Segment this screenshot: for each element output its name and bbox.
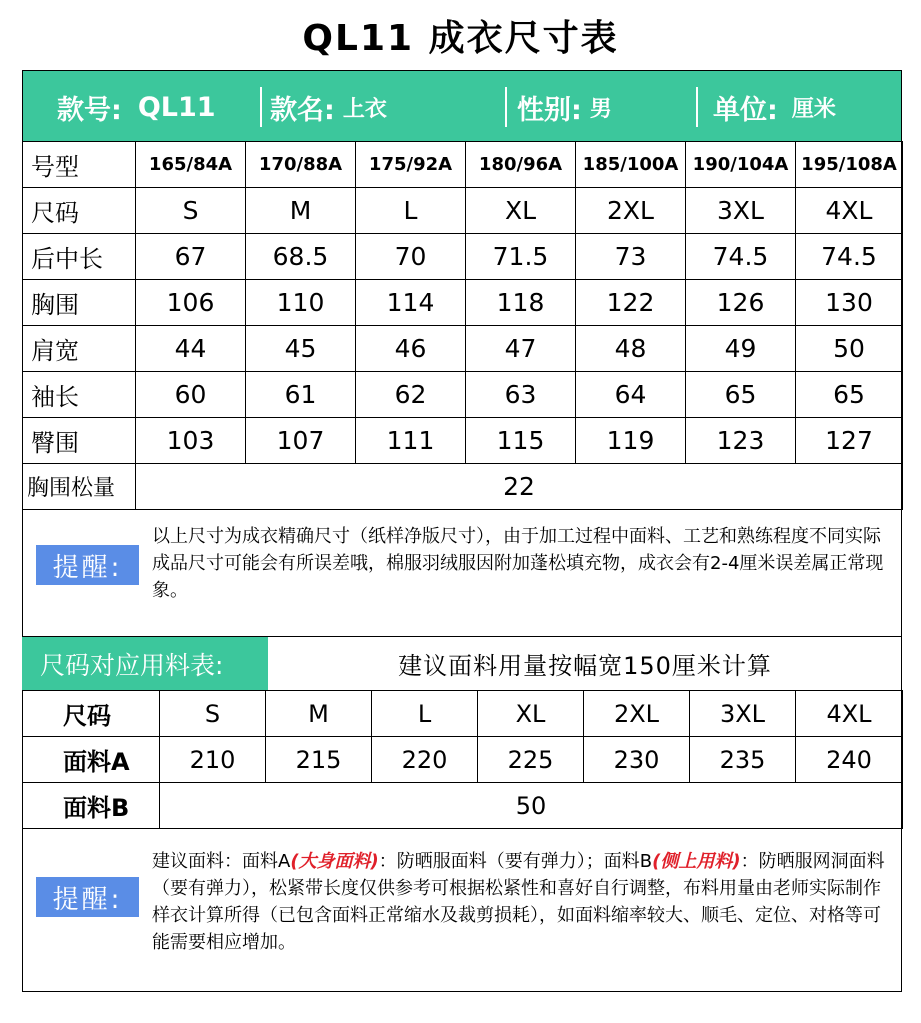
size-cell: 103 <box>136 418 246 464</box>
style-no-value: QL11 <box>137 91 216 123</box>
size-cell: 190/104A <box>686 142 796 188</box>
header-divider <box>260 87 262 127</box>
size-cell: 123 <box>686 418 796 464</box>
size-cell: 170/88A <box>246 142 356 188</box>
size-cell: 122 <box>576 280 686 326</box>
fabric-a-cell: 210 <box>160 737 266 783</box>
size-row-label: 后中长 <box>23 234 136 280</box>
style-name-value: 上衣 <box>342 96 387 122</box>
size-cell: 119 <box>576 418 686 464</box>
reminder-badge: 提醒: <box>36 877 139 917</box>
fabric-table <box>22 690 903 829</box>
size-cell: 46 <box>356 326 466 372</box>
size-cell: 2XL <box>576 188 686 234</box>
fabric-a-cell: 230 <box>584 737 690 783</box>
size-cell: 127 <box>796 418 903 464</box>
header-divider <box>505 87 507 127</box>
style-info-header <box>22 70 902 142</box>
fabric-note-part: ：防晒服面料（要有弹力）；面料B <box>378 851 653 872</box>
size-cell: 67 <box>136 234 246 280</box>
size-cell: 4XL <box>796 188 903 234</box>
fabric-b-row <box>23 783 903 829</box>
size-cell: 50 <box>796 326 903 372</box>
size-cell: 62 <box>356 372 466 418</box>
size-table <box>22 141 903 510</box>
page-title: QL11 成衣尺寸表 <box>302 18 619 59</box>
fabric-note-part: 建议面料：面料A <box>152 851 291 872</box>
unit <box>713 71 836 143</box>
style-name <box>270 71 387 143</box>
fabric-note-part: ：防晒服网洞面料（要有弹力），松紧带长度仅供参考可根据松紧性和喜好自行调整，布料用量由老师实际制作样衣计算所得（已包含面料正常缩水及裁剪损耗），如面料缩率较大、顺毛、定位、对格等可能需要相应增加。 <box>152 851 885 953</box>
fabric-size-row <box>23 691 903 737</box>
fabric-a-cell: 220 <box>372 737 478 783</box>
size-cell: 107 <box>246 418 356 464</box>
fabric-size-cell: 4XL <box>796 691 903 737</box>
size-cell: 64 <box>576 372 686 418</box>
fabric-width-hint: 建议面料用量按幅宽150厘米计算 <box>398 652 772 680</box>
size-row-label: 尺码 <box>23 188 136 234</box>
size-cell: 3XL <box>686 188 796 234</box>
size-cell: 115 <box>466 418 576 464</box>
fabric-a-usage-note: (大身面料) <box>290 851 379 872</box>
size-row-label: 号型 <box>23 142 136 188</box>
fabric-a-cell: 240 <box>796 737 903 783</box>
size-table-row <box>23 326 903 372</box>
gender-value: 男 <box>589 96 612 122</box>
size-cell: 47 <box>466 326 576 372</box>
size-cell: 118 <box>466 280 576 326</box>
size-table-row <box>23 234 903 280</box>
fabric-b-label: 面料B <box>23 783 160 829</box>
fabric-size-cell: XL <box>478 691 584 737</box>
chest-ease-label: 胸围松量 <box>23 464 136 510</box>
size-table-row <box>23 418 903 464</box>
size-cell: 165/84A <box>136 142 246 188</box>
size-cell: 70 <box>356 234 466 280</box>
chest-ease-value: 22 <box>136 464 903 510</box>
fabric-size-cell: 2XL <box>584 691 690 737</box>
size-table-row <box>23 372 903 418</box>
fabric-table-title: 尺码对应用料表: <box>22 637 268 690</box>
size-cell: M <box>246 188 356 234</box>
header-divider <box>696 87 698 127</box>
fabric-size-cell: L <box>372 691 478 737</box>
unit-label: 单位: <box>713 94 778 126</box>
size-row-label: 胸围 <box>23 280 136 326</box>
fabric-b-value: 50 <box>160 783 903 829</box>
size-cell: 114 <box>356 280 466 326</box>
style-name-label: 款名: <box>270 94 335 126</box>
size-cell: 65 <box>686 372 796 418</box>
size-row-label: 袖长 <box>23 372 136 418</box>
fabric-a-cell: 235 <box>690 737 796 783</box>
size-table-row <box>23 280 903 326</box>
size-table-row <box>23 188 903 234</box>
fabric-a-label: 面料A <box>23 737 160 783</box>
unit-value: 厘米 <box>791 96 836 122</box>
fabric-reminder-text <box>152 848 887 956</box>
size-cell: 65 <box>796 372 903 418</box>
gender-label: 性别: <box>517 94 582 126</box>
fabric-size-cell: S <box>160 691 266 737</box>
size-cell: 45 <box>246 326 356 372</box>
fabric-a-cell: 225 <box>478 737 584 783</box>
chest-ease-row <box>23 464 903 510</box>
size-cell: 44 <box>136 326 246 372</box>
size-cell: 175/92A <box>356 142 466 188</box>
size-cell: 185/100A <box>576 142 686 188</box>
size-cell: 106 <box>136 280 246 326</box>
size-cell: 60 <box>136 372 246 418</box>
size-cell: 195/108A <box>796 142 903 188</box>
style-no <box>57 71 216 143</box>
size-cell: 49 <box>686 326 796 372</box>
fabric-b-usage-note: (侧上用料) <box>652 851 741 872</box>
size-cell: 68.5 <box>246 234 356 280</box>
size-cell: XL <box>466 188 576 234</box>
gender <box>517 71 612 143</box>
size-cell: 126 <box>686 280 796 326</box>
reminder-badge: 提醒: <box>36 545 139 585</box>
style-no-label: 款号: <box>57 94 122 126</box>
size-cell: L <box>356 188 466 234</box>
fabric-a-row <box>23 737 903 783</box>
fabric-size-cell: M <box>266 691 372 737</box>
size-cell: 73 <box>576 234 686 280</box>
size-cell: 130 <box>796 280 903 326</box>
size-cell: S <box>136 188 246 234</box>
size-cell: 110 <box>246 280 356 326</box>
size-cell: 71.5 <box>466 234 576 280</box>
size-cell: 63 <box>466 372 576 418</box>
size-cell: 111 <box>356 418 466 464</box>
size-cell: 74.5 <box>686 234 796 280</box>
size-cell: 180/96A <box>466 142 576 188</box>
size-cell: 48 <box>576 326 686 372</box>
fabric-size-cell: 3XL <box>690 691 796 737</box>
size-table-row <box>23 142 903 188</box>
size-cell: 74.5 <box>796 234 903 280</box>
reminder-text: 以上尺寸为成衣精确尺寸（纸样净版尺寸），由于加工过程中面料、工艺和熟练程度不同实际成品尺寸可能会有所误差哦，棉服羽绒服因附加蓬松填充物，成衣会有2-4厘米误差属正常现象。 <box>152 526 884 601</box>
fabric-a-cell: 215 <box>266 737 372 783</box>
size-row-label: 肩宽 <box>23 326 136 372</box>
size-row-label: 臀围 <box>23 418 136 464</box>
fabric-size-label: 尺码 <box>23 691 160 737</box>
size-cell: 61 <box>246 372 356 418</box>
